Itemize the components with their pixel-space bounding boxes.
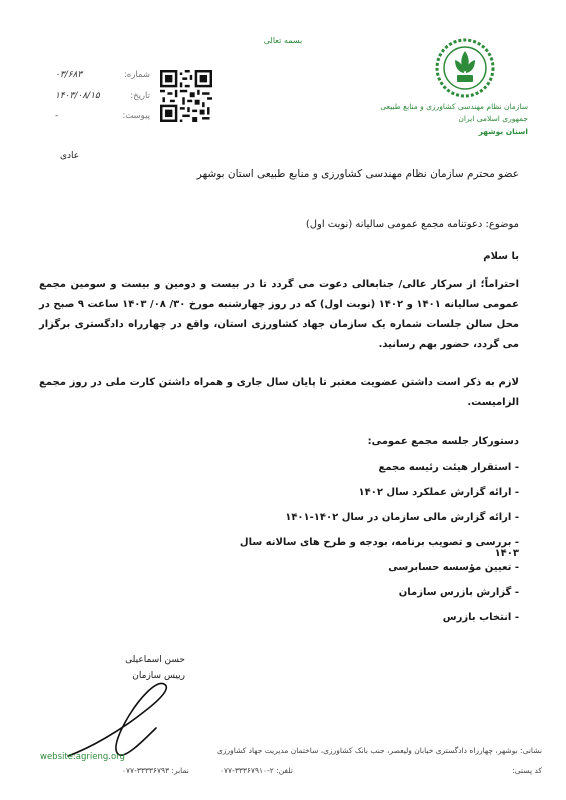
ref-attachment-value: - <box>55 111 59 121</box>
greeting: با سلام <box>483 251 519 262</box>
org-name-line-1: سازمان نظام مهندسی کشاورزی و منابع طبیعی <box>380 102 528 111</box>
ref-attachment-row <box>55 111 150 121</box>
agenda-item: - استقرار هیئت رئیسه مجمع <box>378 462 519 473</box>
qr-code <box>160 70 212 122</box>
agenda-item: - بررسی و تصویب برنامه، بودجه و طرح های سالانه سال ۱۴۰۳ <box>239 537 519 559</box>
requirements-paragraph: لازم به ذکر است داشتن عضویت معتبر تا پایان سال جاری و همراه داشتن کارت ملی در روز مجمع الزامیست. <box>39 377 519 408</box>
agenda-item: - انتخاب بازرس <box>442 612 519 623</box>
ref-date-row <box>55 91 150 101</box>
signer-title: رییس سازمان <box>132 671 185 681</box>
ref-date-value: ۱۴۰۳/۰۸/۱۵ <box>55 91 100 101</box>
website-link[interactable]: website:agrieng.org <box>40 752 125 762</box>
agenda-title: دستورکار جلسه مجمع عمومی: <box>367 436 519 447</box>
ref-number-value: ۰۳/۶۸۳ <box>55 70 83 80</box>
footer-phone: تلفن: ۲-۳۳۳۶۷۹۱۰-۰۷۷ <box>220 766 293 775</box>
ref-attachment-label: پیوست: <box>122 111 150 121</box>
agenda-item: - ارائه گزارش عملکرد سال ۱۴۰۲ <box>358 487 519 498</box>
footer-postal: کد پستی: <box>512 766 542 775</box>
ref-date-label: تاریخ: <box>130 91 150 101</box>
org-name-line-3: استان بوشهر <box>478 127 528 136</box>
bismillah: بسمه تعالی <box>263 36 303 45</box>
org-name-line-2: جمهوری اسلامی ایران <box>458 114 528 123</box>
agenda-item: - تعیین مؤسسه حسابرسی <box>388 562 519 573</box>
recipient: عضو محترم سازمان نظام مهندسی کشاورزی و منابع طبیعی استان بوشهر <box>196 168 519 180</box>
organization-logo <box>428 36 502 100</box>
ref-number-label: شماره: <box>123 70 150 80</box>
subject: موضوع: دعوتنامه مجمع عمومی سالیانه (نوبت اول) <box>305 219 519 230</box>
signer-name: حسن اسماعیلی <box>125 655 185 665</box>
ref-number-row <box>55 70 150 80</box>
agenda-item: - ارائه گزارش مالی سازمان در سال ۱۴۰۲-۱۴۰۱ <box>285 512 519 523</box>
agenda-item: - گزارش بازرس سازمان <box>398 587 519 598</box>
classification: عادی <box>60 151 80 161</box>
footer-fax: نمابر: ۳۳۳۳۶۷۹۳-۰۷۷ <box>122 766 189 775</box>
footer-address: نشانی: بوشهر، چهارراه دادگستری خیابان ولیعصر، جنب بانک کشاورزی، ساختمان مدیریت جهاد کشاورزی <box>216 746 542 755</box>
invitation-paragraph: احتراماً؛ از سرکار عالی/ جنابعالی دعوت می گردد تا در بیست و دومین و بیست و سومین مجمع عمومی سالیانه ۱۴۰۱ و ۱۴۰۲ (نوبت اول) که در روز چهارشنبه مورخ ۳۰/ ۰۸/ ۱۴۰۳ ساعت ۹ صبح در محل سالن جلسات شماره یک سازمان جهاد کشاورزی استان، واقع در چهارراه دادگستری برگزار می گردد، حضور بهم رسانید. <box>39 279 520 350</box>
